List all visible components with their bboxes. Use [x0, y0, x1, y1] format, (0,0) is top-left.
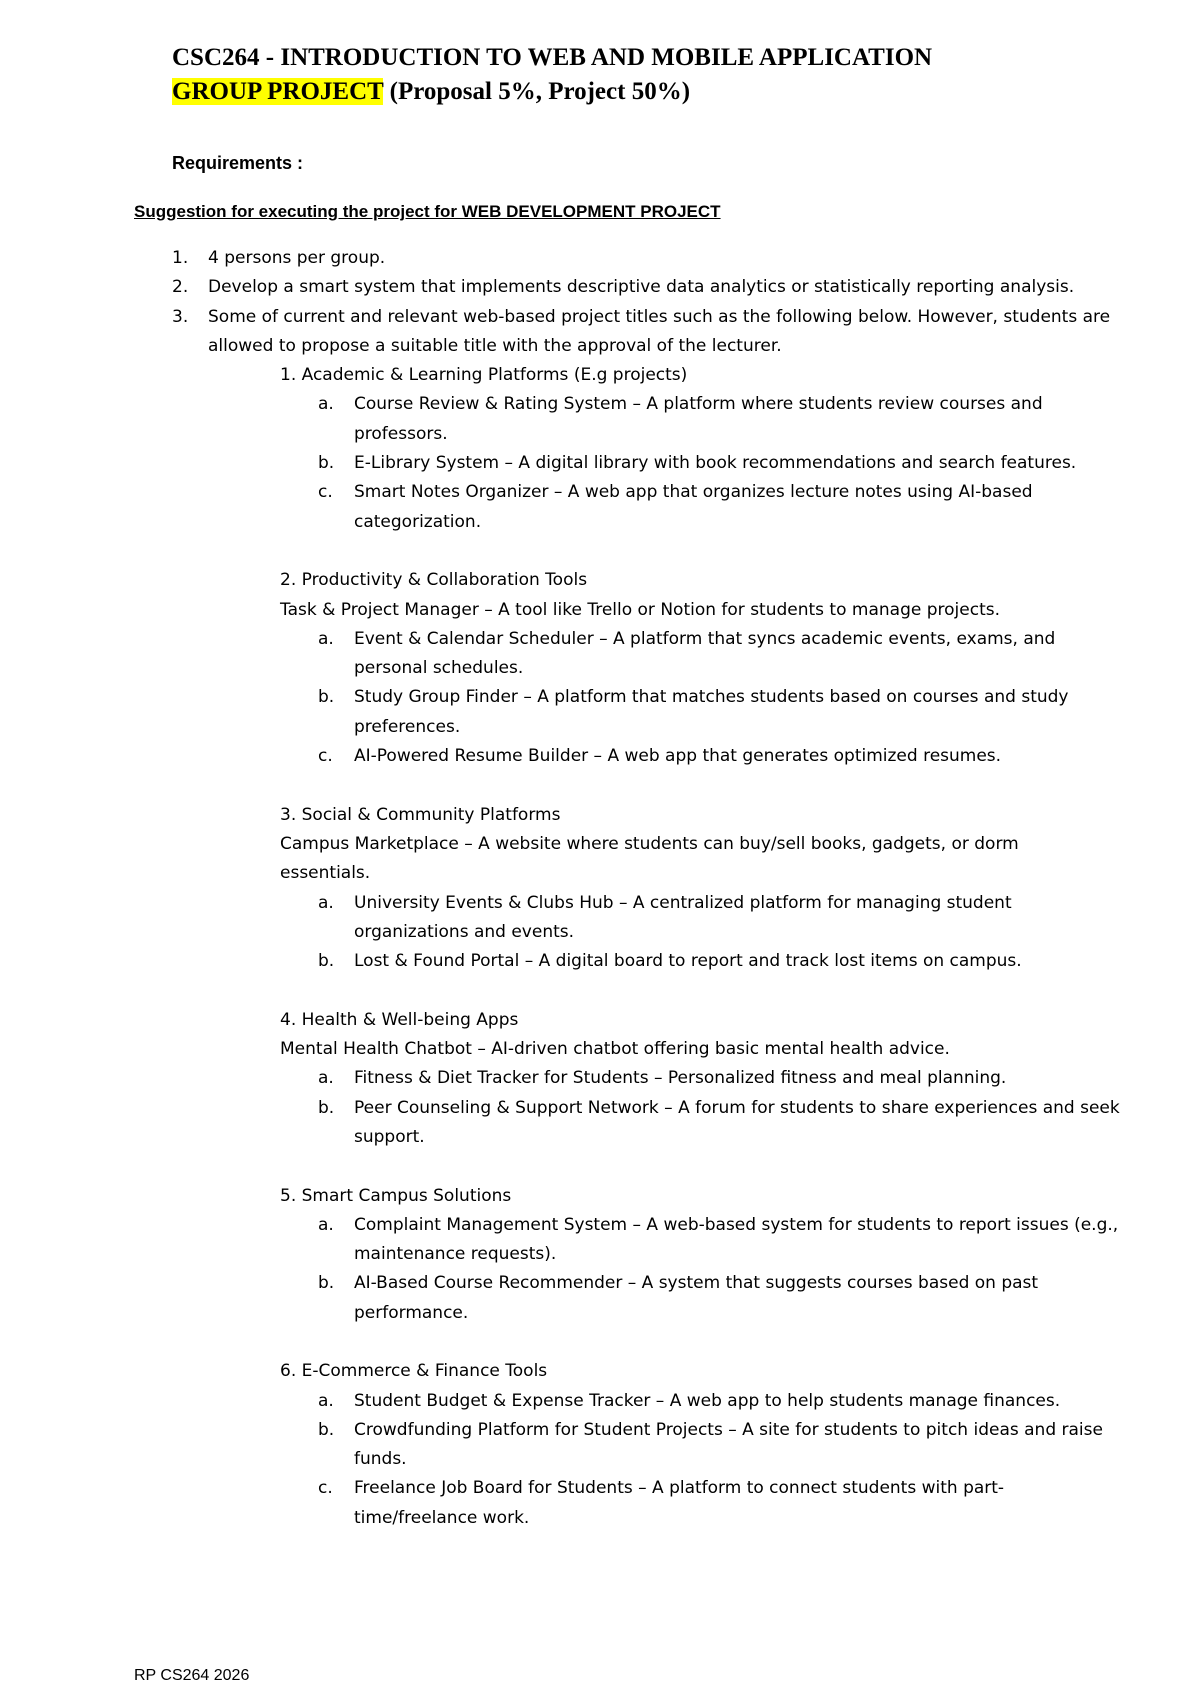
idea-letter: b.: [318, 1419, 335, 1440]
idea-letter: c.: [318, 1478, 333, 1499]
category-title: 6. E-Commerce & Finance Tools: [280, 1361, 548, 1382]
project-idea: [280, 625, 1124, 684]
idea-text: Freelance Job Board for Students – A platform to connect students with part-time/freelance work.: [354, 1478, 1005, 1528]
project-idea: [280, 1416, 1124, 1475]
idea-text: Event & Calendar Scheduler – A platform that syncs academic events, exams, and personal schedules.: [354, 628, 1056, 679]
category-smart-campus: [208, 1182, 1132, 1358]
idea-letter: a.: [318, 1068, 334, 1089]
category-intro: Campus Marketplace – A website where students can buy/sell books, gadgets, or dorm essentials.: [280, 833, 1019, 884]
project-ideas-list: [280, 1387, 1132, 1533]
project-idea: [280, 449, 1124, 478]
category-title: 2. Productivity & Collaboration Tools: [280, 570, 588, 591]
item-text: Some of current and relevant web-based project titles such as the following below. However, students are allowed to propose a suitable title with the approval of the lecturer.: [208, 306, 1111, 356]
idea-text: Lost & Found Portal – A digital board to report and track lost items on campus.: [354, 951, 1022, 972]
requirement-item: [172, 303, 1132, 1533]
page-footer: RP CS264 2026: [134, 1667, 250, 1684]
idea-letter: b.: [318, 1097, 335, 1118]
project-idea: [280, 1094, 1124, 1153]
project-ideas-list: [280, 625, 1132, 771]
item-text: Develop a smart system that implements descriptive data analytics or statistically reporting analysis.: [208, 277, 1075, 298]
idea-text: Smart Notes Organizer – A web app that organizes lecture notes using AI-based categorization.: [354, 482, 1033, 532]
project-ideas-list: [280, 1064, 1132, 1152]
idea-text: AI-Powered Resume Builder – A web app that generates optimized resumes.: [354, 746, 1002, 767]
project-idea: [280, 478, 1124, 537]
idea-letter: b.: [318, 951, 335, 972]
item-number: 3.: [172, 306, 189, 327]
project-idea: [280, 1269, 1124, 1328]
idea-letter: a.: [318, 1390, 334, 1411]
idea-text: Study Group Finder – A platform that matches students based on courses and study preferences.: [354, 687, 1069, 737]
item-text: 4 persons per group.: [208, 248, 386, 268]
category-productivity: [208, 566, 1132, 800]
project-idea: [280, 742, 1124, 771]
suggestion-heading: Suggestion for executing the project for WEB DEVELOPMENT PROJECT: [134, 202, 721, 221]
idea-letter: a.: [318, 892, 334, 913]
idea-text: Student Budget & Expense Tracker – A web app to help students manage finances.: [354, 1390, 1061, 1411]
idea-text: Fitness & Diet Tracker for Students – Personalized fitness and meal planning.: [354, 1068, 1007, 1089]
idea-text: University Events & Clubs Hub – A centralized platform for managing student organizations and events.: [354, 892, 1012, 942]
project-idea: [280, 683, 1124, 742]
project-idea: [280, 1064, 1124, 1093]
requirements-list: [172, 244, 1132, 1533]
idea-letter: c.: [318, 746, 333, 767]
idea-text: AI-Based Course Recommender – A system that suggests courses based on past performance.: [354, 1273, 1039, 1323]
project-idea: [280, 947, 1124, 976]
idea-letter: b.: [318, 687, 335, 708]
idea-letter: b.: [318, 453, 335, 474]
category-ecommerce: [208, 1357, 1132, 1533]
idea-letter: c.: [318, 482, 333, 503]
requirement-item: [172, 244, 1132, 273]
document-title-line-1: CSC264 - INTRODUCTION TO WEB AND MOBILE APPLICATION: [172, 44, 933, 71]
idea-text: Course Review & Rating System – A platform where students review courses and professors.: [354, 394, 1043, 444]
category-intro: Mental Health Chatbot – AI-driven chatbot offering basic mental health advice.: [280, 1039, 950, 1060]
document-title-line-2: [172, 77, 690, 107]
project-ideas-list: [280, 1211, 1132, 1328]
project-idea: [280, 1211, 1124, 1270]
category-title: 1. Academic & Learning Platforms (E.g projects): [280, 365, 688, 386]
idea-text: E-Library System – A digital library with book recommendations and search features.: [354, 453, 1077, 474]
category-health: [208, 1006, 1132, 1182]
highlighted-group-project: GROUP PROJECT: [172, 78, 384, 105]
requirement-item: [172, 273, 1132, 302]
category-title: 4. Health & Well-being Apps: [280, 1009, 519, 1030]
category-social: [208, 801, 1132, 1006]
requirements-label: Requirements :: [172, 153, 304, 173]
idea-text: Peer Counseling & Support Network – A forum for students to share experiences and seek support.: [354, 1097, 1120, 1147]
project-idea: [280, 1474, 1124, 1533]
idea-letter: a.: [318, 394, 334, 415]
category-intro: Task & Project Manager – A tool like Trello or Notion for students to manage projects.: [280, 599, 1000, 620]
category-academic: [208, 361, 1132, 566]
item-number: 2.: [172, 277, 189, 298]
project-idea: [280, 390, 1124, 449]
project-idea: [280, 1387, 1124, 1416]
project-idea: [280, 889, 1124, 948]
idea-text: Crowdfunding Platform for Student Projects – A site for students to pitch ideas and raise funds.: [354, 1419, 1103, 1470]
idea-letter: a.: [318, 1214, 334, 1235]
category-title: 3. Social & Community Platforms: [280, 804, 561, 825]
project-ideas-list: [280, 889, 1132, 977]
idea-letter: b.: [318, 1273, 335, 1294]
item-number: 1.: [172, 248, 189, 268]
category-title: 5. Smart Campus Solutions: [280, 1185, 512, 1206]
title-weighting: (Proposal 5%, Project 50%): [383, 78, 691, 105]
idea-text: Complaint Management System – A web-based system for students to report issues (e.g., maintenance requests).: [354, 1214, 1119, 1265]
project-ideas-list: [280, 390, 1132, 536]
idea-letter: a.: [318, 628, 334, 649]
